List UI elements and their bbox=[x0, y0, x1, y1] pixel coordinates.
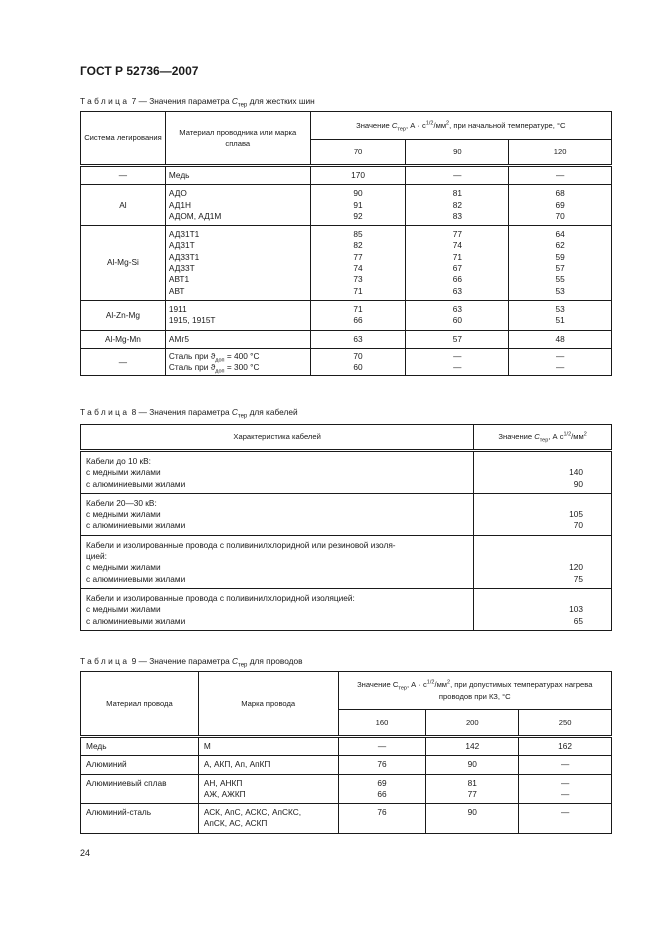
table8 bbox=[80, 424, 612, 631]
col-material-header: Материал провода bbox=[81, 672, 199, 737]
cell-v70: 63 bbox=[310, 330, 406, 348]
table8-row bbox=[81, 493, 612, 535]
col-value-header: Значение $C_{тер}$, А $с^{1/2}/мм^2$ bbox=[474, 425, 612, 451]
table7-row bbox=[81, 300, 612, 330]
cell-v120: 53 51 bbox=[509, 300, 612, 330]
cell-v70: 90 91 92 bbox=[310, 185, 406, 226]
temp-160: 160 bbox=[338, 710, 426, 737]
cell-v200: 81 77 bbox=[426, 774, 519, 804]
table7 bbox=[80, 111, 612, 376]
cell-v90: — bbox=[406, 166, 509, 185]
cell-characteristic: Кабели 20—30 кВ: с медными жилами с алюминиевыми жилами bbox=[81, 493, 474, 535]
caption-param: C bbox=[231, 96, 238, 106]
table8-header-row bbox=[81, 425, 612, 451]
cell-material: Сталь при $ϑ_{доп} = 400$ °С Сталь при $ϑ_{доп} = 300$ °С bbox=[165, 348, 310, 376]
table9-row bbox=[81, 737, 612, 756]
table8-row bbox=[81, 535, 612, 588]
cell-characteristic: Кабели и изолированные провода с поливинилхлоридной или резиновой изоля- цией: с медными жилами с алюминиевыми жилами bbox=[81, 535, 474, 588]
cell-v90: — — bbox=[406, 348, 509, 376]
cell-v120: — — bbox=[509, 348, 612, 376]
table9-caption bbox=[80, 656, 303, 669]
cell-v70: 71 66 bbox=[310, 300, 406, 330]
table8-caption bbox=[80, 407, 298, 420]
cell-v70: 70 60 bbox=[310, 348, 406, 376]
temp-120: 120 bbox=[509, 140, 612, 166]
cell-v120: 68 69 70 bbox=[509, 185, 612, 226]
cell-v90: 77 74 71 67 66 63 bbox=[406, 226, 509, 301]
col-value-header: Значение $C_{тер}$, $А \cdot с^{1/2}/мм^2$, при начальной температуре, °С bbox=[310, 112, 611, 140]
caption-suffix: для кабелей bbox=[249, 407, 298, 417]
table7-header-row bbox=[81, 112, 612, 140]
table7-row bbox=[81, 166, 612, 185]
caption-number: 9 bbox=[131, 656, 137, 666]
caption-param-sub: тер bbox=[238, 662, 248, 669]
cell-system: Al-Zn-Mg bbox=[81, 300, 166, 330]
cell-characteristic: Кабели и изолированные провода с поливинилхлоридной изоляцией: с медными жилами с алюминиевыми жилами bbox=[81, 588, 474, 630]
cell-material: Алюминий bbox=[81, 756, 199, 774]
table7-row-steel bbox=[81, 348, 612, 376]
cell-v160: — bbox=[338, 737, 426, 756]
cell-v120: 64 62 59 57 55 53 bbox=[509, 226, 612, 301]
table7-caption bbox=[80, 96, 315, 109]
cell-v250: — bbox=[519, 756, 612, 774]
cell-system: — bbox=[81, 166, 166, 185]
cell-mark: М bbox=[198, 737, 338, 756]
table7-row bbox=[81, 226, 612, 301]
cell-value: 120 75 bbox=[474, 535, 612, 588]
table8-row bbox=[81, 451, 612, 494]
temp-70: 70 bbox=[310, 140, 406, 166]
caption-text: — Значения параметра bbox=[138, 407, 230, 417]
cell-mark: А, АКП, Ап, АпКП bbox=[198, 756, 338, 774]
caption-number: 8 bbox=[131, 407, 137, 417]
cell-value: 140 90 bbox=[474, 451, 612, 494]
cell-v200: 90 bbox=[426, 756, 519, 774]
cell-material: Медь bbox=[165, 166, 310, 185]
temp-90: 90 bbox=[406, 140, 509, 166]
cell-material: Алюминий-сталь bbox=[81, 804, 199, 834]
cell-v90: 57 bbox=[406, 330, 509, 348]
cell-v70: 170 bbox=[310, 166, 406, 185]
cell-mark: АН, АНКП АЖ, АЖКП bbox=[198, 774, 338, 804]
cell-material: Медь bbox=[81, 737, 199, 756]
col-value-header: Значение $C_{тер}$, $А \cdot с^{1/2}/мм^2$, при допустимых температурах нагрева проводов при КЗ, °С bbox=[338, 672, 611, 710]
temp-250: 250 bbox=[519, 710, 612, 737]
caption-param-sub: тер bbox=[237, 102, 248, 109]
table9-row bbox=[81, 774, 612, 804]
table7-row bbox=[81, 330, 612, 348]
cell-material: АМг5 bbox=[165, 330, 310, 348]
table9-row bbox=[81, 756, 612, 774]
cell-v160: 76 bbox=[338, 804, 426, 834]
caption-param: C bbox=[232, 656, 239, 666]
col-material-header: Материал проводника или марка сплава bbox=[165, 112, 310, 166]
cell-v200: 142 bbox=[426, 737, 519, 756]
cell-v90: 81 82 83 bbox=[406, 185, 509, 226]
cell-v160: 69 66 bbox=[338, 774, 426, 804]
cell-v200: 90 bbox=[426, 804, 519, 834]
cell-material: АДО АД1Н АДОМ, АД1М bbox=[165, 185, 310, 226]
cell-system: Al-Mg-Si bbox=[81, 226, 166, 301]
cell-system: Al bbox=[81, 185, 166, 226]
cell-characteristic: Кабели до 10 кВ: с медными жилами с алюминиевыми жилами bbox=[81, 451, 474, 494]
cell-v160: 76 bbox=[338, 756, 426, 774]
cell-v120: 48 bbox=[509, 330, 612, 348]
cell-material: Алюминиевый сплав bbox=[81, 774, 199, 804]
col-system-header: Система легирования bbox=[81, 112, 166, 166]
cell-value: 105 70 bbox=[474, 493, 612, 535]
caption-text: — Значения параметра bbox=[138, 96, 230, 106]
cell-material: АД31Т1 АД31Т АД33Т1 АД33Т АВТ1 АВТ bbox=[165, 226, 310, 301]
cell-v70: 85 82 77 74 73 71 bbox=[310, 226, 406, 301]
page-number: 24 bbox=[80, 848, 91, 858]
cell-v250: 162 bbox=[519, 737, 612, 756]
temp-200: 200 bbox=[426, 710, 519, 737]
cell-material: 1911 1915, 1915Т bbox=[165, 300, 310, 330]
cell-value: 103 65 bbox=[474, 588, 612, 630]
cell-system: — bbox=[81, 348, 166, 376]
col-mark-header: Марка провода bbox=[198, 672, 338, 737]
caption-number: 7 bbox=[131, 96, 137, 106]
caption-prefix: Таблица bbox=[80, 96, 130, 106]
col-characteristic-header: Характеристика кабелей bbox=[81, 425, 474, 451]
caption-prefix: Таблица bbox=[80, 407, 130, 417]
table9 bbox=[80, 671, 612, 834]
cell-system: Al-Mg-Mn bbox=[81, 330, 166, 348]
table9-row bbox=[81, 804, 612, 834]
cell-v120: — bbox=[509, 166, 612, 185]
table7-row bbox=[81, 185, 612, 226]
caption-prefix: Таблица bbox=[80, 656, 130, 666]
table9-header-row bbox=[81, 672, 612, 710]
caption-text: — Значение параметра bbox=[138, 656, 230, 666]
caption-suffix: для проводов bbox=[249, 656, 303, 666]
document-header: ГОСТ Р 52736—2007 bbox=[80, 64, 199, 78]
caption-param: C bbox=[231, 407, 238, 417]
caption-param-sub: тер bbox=[237, 413, 248, 420]
cell-v250: — — bbox=[519, 774, 612, 804]
cell-v250: — bbox=[519, 804, 612, 834]
table8-row bbox=[81, 588, 612, 630]
caption-suffix: для жестких шин bbox=[249, 96, 315, 106]
cell-mark: АСК, АпС, АСКС, АпСКС, АпСК, АС, АСКП bbox=[198, 804, 338, 834]
cell-v90: 63 60 bbox=[406, 300, 509, 330]
